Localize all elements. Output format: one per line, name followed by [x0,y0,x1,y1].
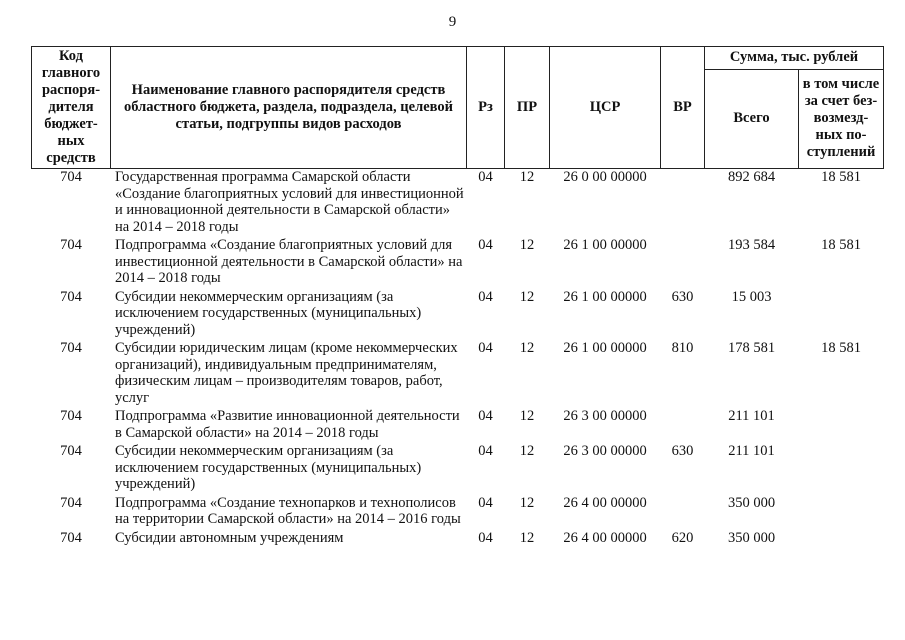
cell-gratuitous [799,289,884,341]
header-total: Всего [705,69,799,168]
table-row [32,237,884,289]
cell-name: Государственная программа Самарской области «Создание благоприятных условий для инвестиционной и инновационной деятельности в Самарской области» на 2014 – 2018 годы [115,169,464,235]
header-code: Код главного распоря-дителя бюджет-ных средств [32,47,111,169]
cell-csr: 26 4 00 00000 [563,494,647,511]
table-row [32,289,884,341]
cell-name: Субсидии юридическим лицам (кроме некоммерческих организаций), индивидуальным предпринимателям, физическим лицам – производителям товаров, работ, услуг [115,340,458,406]
cell-csr: 26 3 00 00000 [563,408,647,424]
cell-pr: 12 [519,340,535,356]
cell-gratuitous [799,530,884,549]
cell-total: 178 581 [727,340,776,356]
table-row [32,340,884,408]
cell-total: 350 000 [727,494,776,511]
cell-rz: 04 [478,237,493,253]
header-sum: Сумма, тыс. рублей [705,47,884,70]
cell-gratuitous [799,408,884,443]
cell-name: Субсидии некоммерческим организациям (за исключением государственных (муниципальных) учреждений) [115,288,422,338]
table-row [32,169,884,238]
budget-table [31,46,884,548]
header-gratuitous: в том числе за счет без-возмезд-ных по-ступлений [799,69,884,168]
cell-vr: 810 [671,340,694,356]
cell-csr: 26 1 00 00000 [563,340,647,356]
cell-rz: 04 [478,169,493,185]
cell-total: 211 101 [728,443,775,459]
cell-rz: 04 [478,443,493,459]
cell-code: 704 [60,340,82,356]
cell-code: 704 [60,408,82,424]
cell-total: 350 000 [727,529,776,546]
cell-gratuitous: 18 581 [821,237,861,253]
cell-vr [661,495,705,530]
cell-code: 704 [60,443,82,459]
table-header [32,47,884,169]
cell-pr: 12 [519,494,535,511]
cell-rz: 04 [478,529,493,546]
header-pr: ПР [505,47,550,169]
cell-pr: 12 [519,169,535,185]
cell-vr: 630 [671,443,694,459]
cell-rz: 04 [478,340,493,356]
cell-csr: 26 0 00 00000 [563,169,647,185]
cell-code: 704 [60,494,82,511]
cell-pr: 12 [519,443,535,459]
cell-pr: 12 [519,529,535,546]
header-name: Наименование главного распорядителя средств областного бюджета, раздела, подраздела, целевой статьи, подгруппы видов расходов [111,47,467,169]
cell-code: 704 [60,237,82,253]
table-row [32,443,884,495]
cell-pr: 12 [519,408,535,424]
cell-gratuitous [799,443,884,495]
page-number: 9 [448,14,457,30]
cell-code: 704 [60,169,82,185]
table-body [32,169,884,549]
cell-csr: 26 4 00 00000 [563,529,647,546]
cell-pr: 12 [519,288,535,305]
cell-gratuitous [799,495,884,530]
cell-code: 704 [60,529,82,546]
cell-pr: 12 [519,237,535,253]
cell-csr: 26 1 00 00000 [563,237,647,253]
table-row [32,408,884,443]
header-csr: ЦСР [550,47,661,169]
cell-rz: 04 [478,288,493,305]
cell-vr [661,408,705,443]
cell-total: 211 101 [728,408,775,424]
cell-gratuitous: 18 581 [821,340,861,356]
cell-csr: 26 3 00 00000 [563,443,647,459]
cell-name: Подпрограмма «Создание технопарков и технополисов на территории Самарской области» на 2014 – 2016 годы [115,494,461,527]
table-row [32,530,884,549]
cell-name: Субсидии автономным учреждениям [115,529,344,546]
cell-name: Подпрограмма «Развитие инновационной деятельности в Самарской области» на 2014 – 2018 годы [115,408,460,441]
cell-gratuitous: 18 581 [821,169,861,185]
cell-vr [661,237,705,289]
cell-vr: 620 [671,529,694,546]
cell-name: Субсидии некоммерческим организациям (за исключением государственных (муниципальных) учреждений) [115,443,422,492]
cell-total: 892 684 [727,169,776,185]
cell-rz: 04 [478,494,493,511]
cell-rz: 04 [478,408,493,424]
cell-vr [661,169,705,238]
cell-total: 193 584 [727,237,776,253]
header-rz: Рз [467,47,505,169]
cell-name: Подпрограмма «Создание благоприятных условий для инвестиционной деятельности в Самарской области» на 2014 – 2018 годы [115,237,463,286]
table-row [32,495,884,530]
header-vr: ВР [661,47,705,169]
cell-code: 704 [60,288,82,305]
cell-csr: 26 1 00 00000 [563,288,647,305]
cell-vr: 630 [671,288,694,305]
cell-total: 15 003 [731,288,772,305]
